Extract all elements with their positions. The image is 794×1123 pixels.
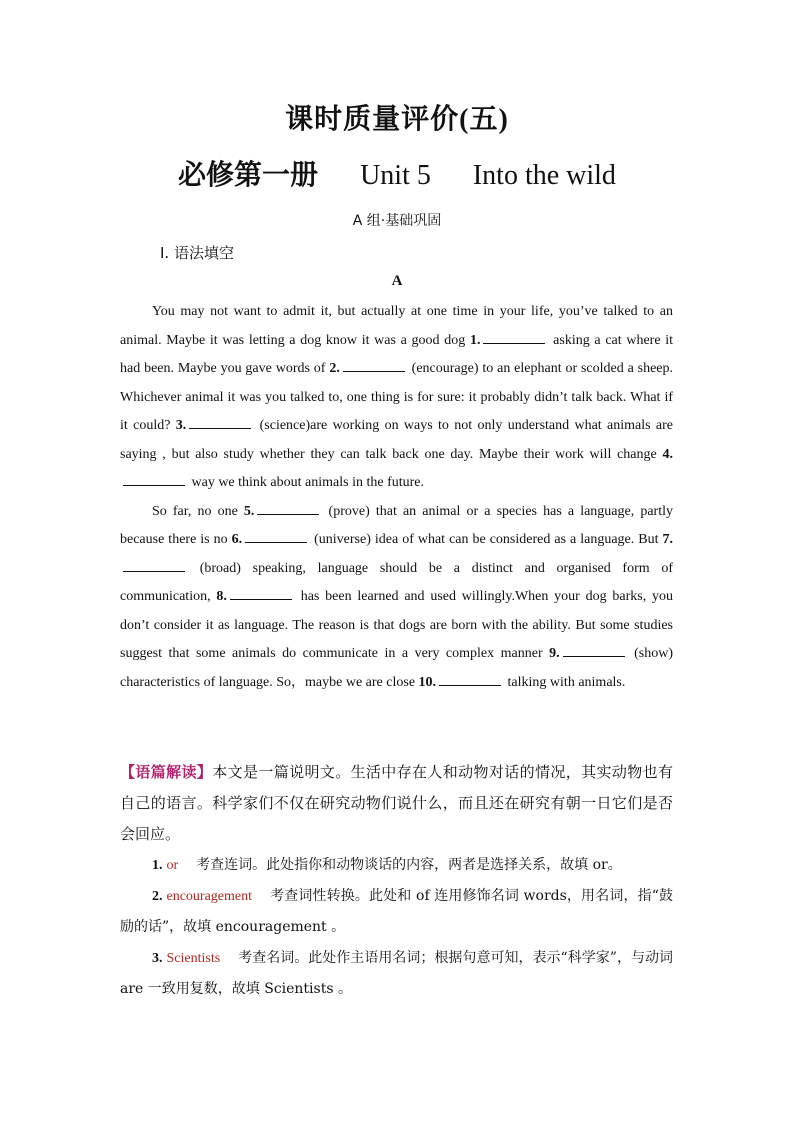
answer-item xyxy=(120,943,673,1005)
answer-word: Scientists xyxy=(166,951,221,966)
blank-number: 2. xyxy=(329,361,340,376)
cloze-passage xyxy=(120,298,673,697)
passage-letter: A xyxy=(391,273,403,289)
passage-paragraph-2 xyxy=(120,498,673,698)
answer-blank[interactable] xyxy=(123,473,185,486)
group-label: A 组·基础巩固 xyxy=(352,213,442,229)
answer-blank[interactable] xyxy=(189,416,251,429)
passage-text: (universe) idea of what can be considered as a language. But xyxy=(314,532,659,547)
answer-blank[interactable] xyxy=(563,644,625,657)
passage-paragraph-1 xyxy=(120,298,673,498)
blank-number: 1. xyxy=(469,332,481,348)
answer-item xyxy=(120,881,673,943)
answer-explanation: 考查连词。此处指你和动物谈话的内容，两者是选择关系，故填 or。 xyxy=(196,857,622,873)
subtitle-unit: Unit 5 xyxy=(360,160,431,191)
passage-analysis xyxy=(120,757,673,850)
blank-number: 3. xyxy=(175,418,187,433)
blank-number: 9. xyxy=(549,646,560,661)
passage-text: has been learned and used willingly.When your dog barks, you don’t consider it as language. The reason is that dogs are born with the ability. But some studies suggest that some animals do communicate in a very complex manner xyxy=(120,589,674,661)
answer-number: 2. xyxy=(152,889,163,904)
analysis-paragraph xyxy=(120,757,673,850)
answer-blank[interactable] xyxy=(123,559,185,572)
answer-number: 1. xyxy=(152,858,163,873)
page-subtitle xyxy=(0,153,794,193)
answer-word: or xyxy=(166,858,179,873)
passage-text: You may not want to admit it, but actually at one time in your life, you’ve talked to an animal. Maybe it was letting a dog know it was a good dog xyxy=(120,304,673,348)
passage-text: (prove) that an animal or a species has a language, partly because there is no xyxy=(120,503,673,547)
answer-blank[interactable] xyxy=(230,587,292,600)
blank-number: 8. xyxy=(216,589,227,604)
subtitle-textbook: 必修第一册 xyxy=(178,160,319,191)
answer-explanation: 考查词性转换。此处和 of 连用修饰名词 words，用名词，指“鼓励的话”，故填 encouragement 。 xyxy=(120,888,673,935)
passage-text: (encourage) to an elephant or scolded a sheep. Whichever animal it was you talked to, one thing is for sure: it probably didn’t talk back. What if it could? xyxy=(120,361,674,433)
answer-blank[interactable] xyxy=(245,530,307,543)
passage-text: (broad) speaking, language should be a distinct and organised form of communication, xyxy=(120,560,674,604)
blank-number: 5. xyxy=(243,503,255,519)
passage-text: asking a cat where it had been. Maybe you gave words of xyxy=(120,332,674,376)
blank-number: 7. xyxy=(662,532,673,547)
analysis-text: 本文是一篇说明文。生活中存在人和动物对话的情况，其实动物也有自己的语言。科学家们不仅在研究动物们说什么，而且还在研究有朝一日它们是否会回应。 xyxy=(120,763,673,843)
passage-text: (science)are working on ways to not only understand what animals are saying , but also study whether they can talk back one day. Maybe their work will change xyxy=(120,418,673,462)
answer-key xyxy=(120,850,673,1005)
section-heading: Ⅰ. 语法填空 xyxy=(160,244,234,262)
passage-text: talking with animals. xyxy=(507,674,626,690)
analysis-tag: 【语篇解读】 xyxy=(120,763,213,781)
page-title: 课时质量评价(五) xyxy=(285,104,509,135)
answer-explanation: 考查名词。此处作主语用名词；根据句意可知，表示“科学家”，与动词 are 一致用复数，故填 Scientists 。 xyxy=(120,950,673,997)
passage-text: So far, no one xyxy=(152,503,238,519)
answer-number: 3. xyxy=(152,951,163,966)
answer-item xyxy=(120,850,673,881)
answer-blank[interactable] xyxy=(257,502,319,515)
answer-blank[interactable] xyxy=(343,359,405,372)
blank-number: 4. xyxy=(662,446,673,462)
passage-text: (show) characteristics of language. So，maybe we are close xyxy=(120,646,674,690)
passage-text: way we think about animals in the future. xyxy=(191,475,424,490)
subtitle-topic: Into the wild xyxy=(472,160,616,191)
answer-blank[interactable] xyxy=(439,673,501,686)
answer-blank[interactable] xyxy=(483,331,545,344)
blank-number: 10. xyxy=(418,674,437,690)
answer-word: encouragement xyxy=(166,889,253,904)
blank-number: 6. xyxy=(231,532,243,547)
